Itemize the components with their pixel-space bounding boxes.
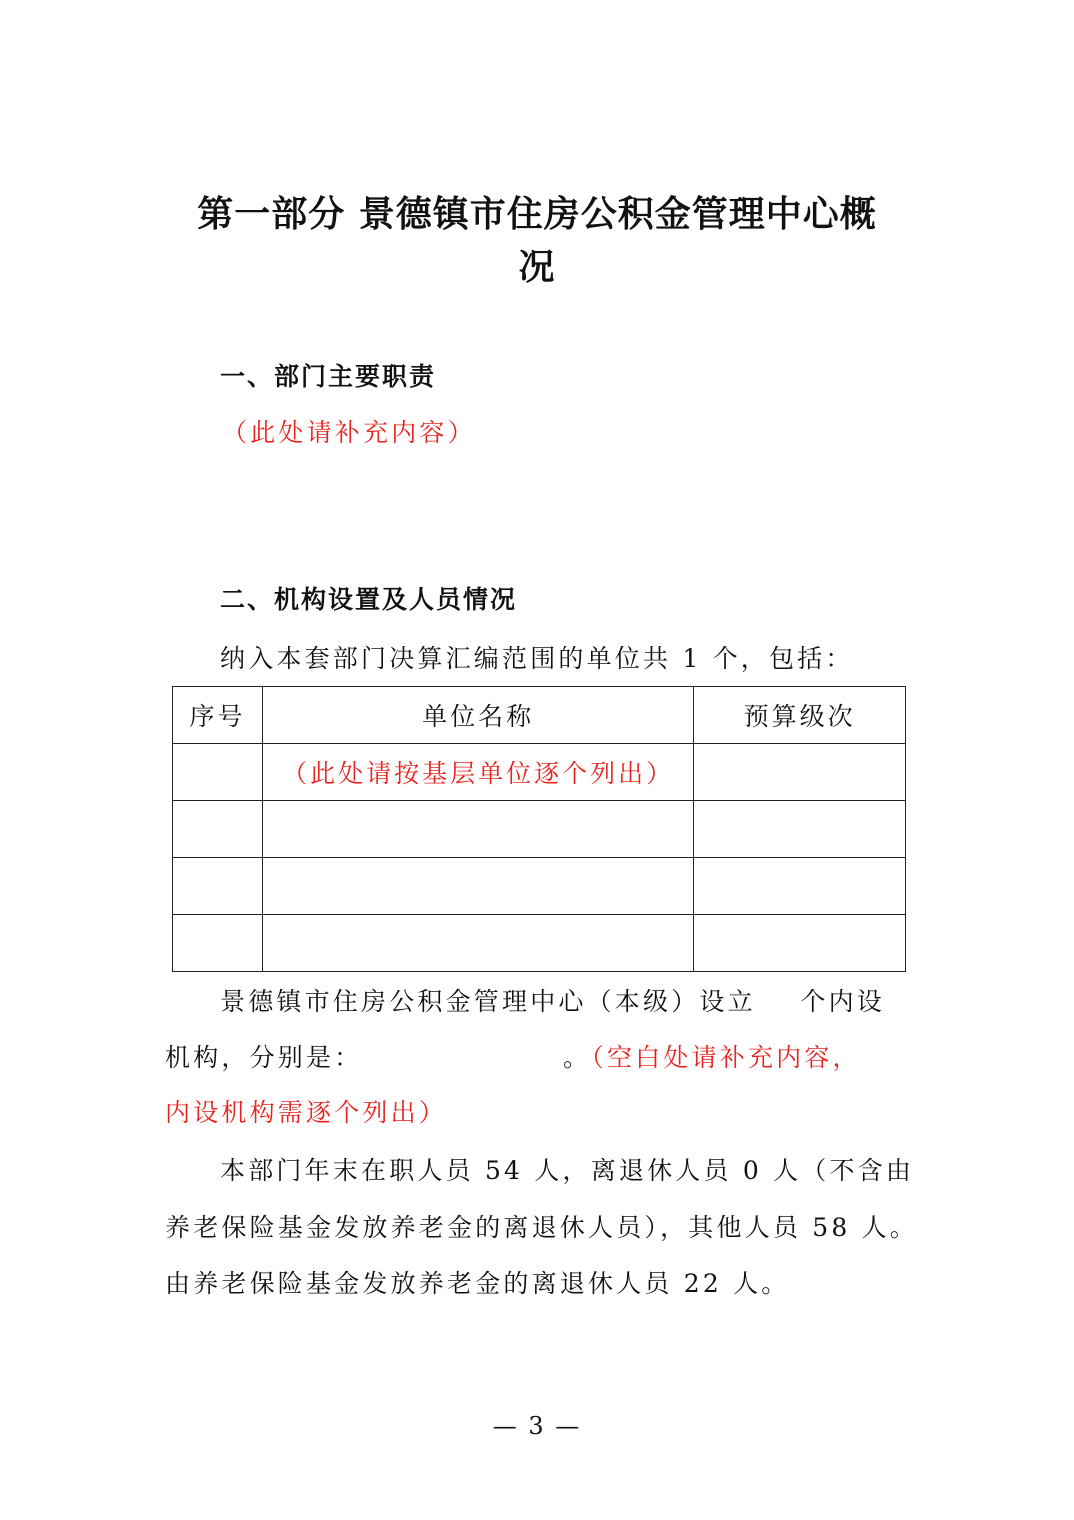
header-unit-name: 单位名称 <box>262 687 693 744</box>
page-title-continued: 况 <box>518 247 556 288</box>
table-cell <box>694 801 906 858</box>
duties-placeholder: （此处请补充内容） <box>222 418 476 447</box>
table-row <box>173 858 906 915</box>
org-paragraph-text: 机构，分别是： 。 <box>165 1043 592 1072</box>
table-cell <box>173 915 263 972</box>
staff-paragraph-line3: 由养老保险基金发放养老金的离退休人员 22 人。 <box>165 1269 790 1298</box>
page-number: — 3 — <box>492 1412 582 1440</box>
table-cell <box>262 915 693 972</box>
table-cell <box>173 858 263 915</box>
table-cell <box>262 858 693 915</box>
org-paragraph-note: （空白处请补充内容， <box>591 1043 861 1072</box>
org-paragraph-line2 <box>165 1043 861 1073</box>
staff-paragraph-line2: 养老保险基金发放养老金的离退休人员），其他人员 58 人。 <box>165 1213 919 1242</box>
page-title: 第一部分 景德镇市住房公积金管理中心概 <box>197 194 877 235</box>
header-index: 序号 <box>173 687 263 744</box>
table-cell <box>694 744 906 801</box>
table-row <box>173 744 906 801</box>
header-budget-level: 预算级次 <box>694 687 906 744</box>
table-row <box>173 801 906 858</box>
table-row <box>173 915 906 972</box>
staff-paragraph-line1: 本部门年末在职人员 54 人，离退休人员 0 人（不含由 <box>220 1156 915 1185</box>
table-cell <box>173 801 263 858</box>
units-intro: 纳入本套部门决算汇编范围的单位共 1 个，包括： <box>220 644 854 673</box>
org-paragraph-line1: 景德镇市住房公积金管理中心（本级）设立 个内设 <box>220 987 885 1016</box>
org-paragraph-note-line3: 内设机构需逐个列出） <box>165 1098 448 1127</box>
units-table <box>172 686 906 972</box>
table-cell <box>262 801 693 858</box>
table-cell <box>173 744 263 801</box>
table-cell <box>694 858 906 915</box>
table-cell <box>694 915 906 972</box>
table-header-row <box>173 687 906 744</box>
section-heading-duties: 一、部门主要职责 <box>220 362 437 391</box>
table-cell-placeholder: （此处请按基层单位逐个列出） <box>262 744 693 801</box>
section-heading-organization: 二、机构设置及人员情况 <box>220 585 518 614</box>
